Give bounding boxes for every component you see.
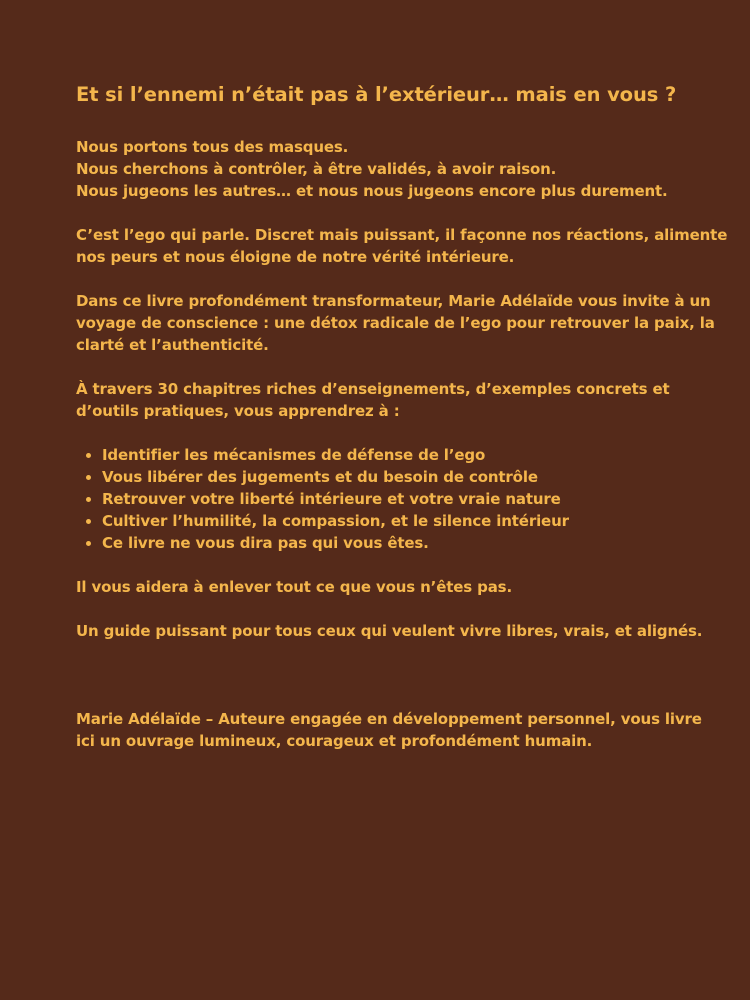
ego-paragraph <box>76 224 728 268</box>
help-line: Il vous aidera à enlever tout ce que vous n’êtes pas. <box>76 578 512 596</box>
chapters-paragraph <box>76 378 690 422</box>
author-paragraph <box>76 708 702 752</box>
help-sentence <box>76 576 690 598</box>
intro-line: Nous jugeons les autres… et nous nous jugeons encore plus durement. <box>76 182 668 200</box>
book-line: voyage de conscience : une détox radicale de l’ego pour retrouver la paix, la <box>76 314 715 332</box>
intro-line: Nous cherchons à contrôler, à être validés, à avoir raison. <box>76 160 557 178</box>
page-title: Et si l’ennemi n’était pas à l’extérieur… mais en vous ? <box>76 83 677 106</box>
benefits-list <box>76 444 690 554</box>
chapters-line: À travers 30 chapitres riches d’enseignements, d’exemples concrets et <box>76 380 670 398</box>
guide-line: Un guide puissant pour tous ceux qui veulent vivre libres, vrais, et alignés. <box>76 622 703 640</box>
ego-line: nos peurs et nous éloigne de notre vérité intérieure. <box>76 248 515 266</box>
author-line: Marie Adélaïde – Auteure engagée en développement personnel, vous livre <box>76 710 702 728</box>
chapters-line: d’outils pratiques, vous apprendrez à : <box>76 402 400 420</box>
list-item: • Vous libérer des jugements et du besoin de contrôle <box>102 466 690 488</box>
list-item: • Identifier les mécanismes de défense de l’ego <box>102 444 690 466</box>
list-item: • Cultiver l’humilité, la compassion, et le silence intérieur <box>102 510 690 532</box>
book-paragraph <box>76 290 715 356</box>
book-line: Dans ce livre profondément transformateur, Marie Adélaïde vous invite à un <box>76 292 711 310</box>
author-line: ici un ouvrage lumineux, courageux et profondément humain. <box>76 732 593 750</box>
ego-line: C’est l’ego qui parle. Discret mais puissant, il façonne nos réactions, alimente <box>76 226 728 244</box>
list-item: • Retrouver votre liberté intérieure et votre vraie nature <box>102 488 690 510</box>
list-item: • Ce livre ne vous dira pas qui vous êtes. <box>102 532 690 554</box>
intro-line: Nous portons tous des masques. <box>76 138 349 156</box>
section-spacer <box>76 664 690 708</box>
book-line: clarté et l’authenticité. <box>76 336 269 354</box>
intro-paragraph <box>76 136 690 202</box>
guide-sentence <box>76 620 703 642</box>
